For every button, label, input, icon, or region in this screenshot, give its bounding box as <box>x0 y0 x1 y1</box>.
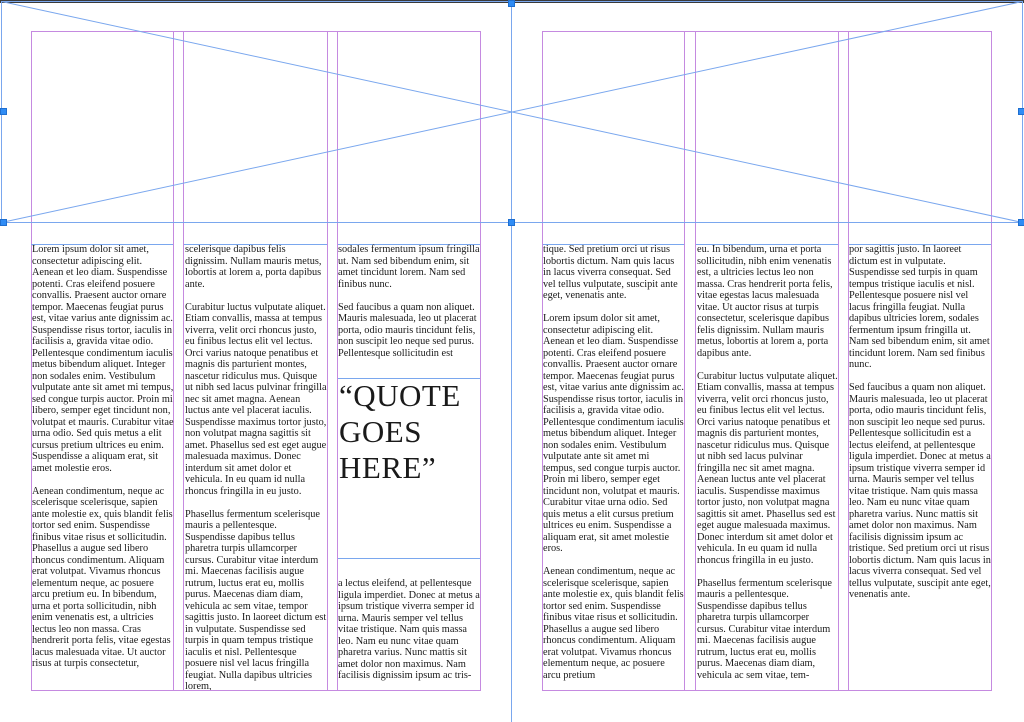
paragraph: Lorem ipsum dolor sit amet, consectetur adipiscing elit. Aenean et leo diam. Suspendisse potenti. Cras eleifend posuere convallis. Praesent auctor ornare tempor. Maecenas feugiat purus est, vitae varius ante dignissim ac. Suspendisse risus tortor, iaculis in facilisis a, gravida vitae odio. Pellentesque condimentum iaculis metus bibendum aliquet. Integer non sodales enim. Vestibulum vulputate ante sit amet mi tempus, sed congue turpis auctor. Proin mi libero, semper eget tincidunt non, volutpat et mauris. Curabitur vitae urna odio. Sed quis metus a elit cursus pretium ultrices eu enim. Suspendisse a aliquam erat, sit amet molestie eros. <box>543 313 684 554</box>
paragraph: Sed faucibus a quam non aliquet. Mauris malesuada, leo ut placerat porta, odio mauris tincidunt felis, non suscipit leo neque sed purus. Pellentesque sollicitudin est <box>338 301 477 359</box>
pull-quote[interactable]: “QUOTE GOES HERE” <box>339 378 461 485</box>
paragraph: scelerisque dapibus felis dignissim. Nullam mauris metus, lobortis at lorem a, porta dapibus ante. <box>185 244 322 290</box>
paragraph: eu. In bibendum, urna et porta sollicitudin, nibh enim venenatis est, a ultricies lectus leo non massa. Cras hendrerit porta felis, vitae egestas lacus malesuada vitae. Ut auctor risus at turpis consectetur, scelerisque dapibus felis dignissim. Nullam mauris metus, lobortis at lorem a, porta dapibus ante. <box>697 244 833 359</box>
frame-handle-center-bottom[interactable] <box>508 219 515 226</box>
frame-handle-left-middle[interactable] <box>0 108 7 115</box>
paragraph: a lectus eleifend, at pellentesque ligula imperdiet. Donec at metus a ipsum tristique viverra semper id urna. Mauris semper vel tellus vitae tristique. Nam quis massa leo. Nam eu nunc vitae quam pharetra varius. Nunc mattis sit amet dolor non maximus. Nam facilisis dignissim ipsum ac tris- <box>338 578 480 681</box>
paragraph: Sed faucibus a quam non aliquet. Mauris malesuada, leo ut placerat porta, odio mauris tincidunt felis, non suscipit leo neque sed purus. Pellentesque sollicitudin est a lectus eleifend, at pellentesque ligula imperdiet. Donec at metus a ipsum tristique viverra semper id urna. Mauris semper vel tellus vitae tristique. Nam quis massa leo. Nam eu nunc vitae quam pharetra varius. Nunc mattis sit amet dolor non maximus. Nam facilisis dignissim ipsum ac tristique. Sed pretium orci ut risus lobortis dictum. Nam quis lacus in lacus viverra consequat. Sed vel tellus vulputate, suscipit ante eget, venenatis ante. <box>849 382 991 600</box>
paragraph: Curabitur luctus vulputate aliquet. Etiam convallis, massa at tempus viverra, velit orci rhoncus justo, eu finibus lectus elit vel lectus. Orci varius natoque penatibus et magnis dis parturient montes, nascetur ridiculus mus. Quisque ut nibh sed lacus pulvinar fringilla nec sit amet magna. Aenean luctus ante vel placerat iaculis. Suspendisse maximus tortor justo, non volutpat magna sagittis sit amet. Phasellus sed est eget augue malesuada maximus. Donec interdum sit amet dolor et vehicula. In eu quam id nulla rhoncus fringilla in eu justo. <box>185 301 327 497</box>
paragraph: Phasellus fermentum scelerisque mauris a pellentesque. Suspendisse dapibus tellus pharetra turpis ullamcorper cursus. Curabitur vitae interdum mi. Maecenas facilisis augue rutrum, luctus erat eu, mollis purus. Maecenas diam diam, vehicula ac sem vitae, tem- <box>697 577 832 681</box>
frame-handle-center-top[interactable] <box>508 0 515 7</box>
text-column-4[interactable] <box>543 244 684 690</box>
frame-handle-right-bottom[interactable] <box>1018 219 1024 226</box>
text-column-2[interactable] <box>185 244 327 690</box>
frame-handle-left-bottom[interactable] <box>0 219 7 226</box>
frame-handle-right-middle[interactable] <box>1018 108 1024 115</box>
paragraph: Phasellus fermentum scelerisque mauris a pellentesque. Suspendisse dapibus tellus pharetra turpis ullamcorper cursus. Curabitur vitae interdum mi. Maecenas facilisis augue rutrum, luctus erat eu, mollis purus. Maecenas diam diam, vehicula ac sem vitae, tempor sagittis justo. In laoreet dictum est in vulputate. Suspendisse sed turpis in quam tempus tristique iaculis et nisl. Pellentesque posuere nisl vel lacus fringilla feugiat. Nulla dapibus ultricies lorem, <box>185 508 327 690</box>
text-column-5[interactable] <box>697 244 838 690</box>
text-column-3-bottom[interactable] <box>338 578 480 690</box>
text-column-6[interactable] <box>849 244 991 690</box>
text-column-1[interactable] <box>32 244 174 690</box>
text-column-3-top[interactable] <box>338 244 480 376</box>
paragraph: Aenean condimentum, neque ac scelerisque scelerisque, sapien ante molestie ex, quis blandit felis tortor sed enim. Suspendisse finibus vitae risus et sollicitudin. Phasellus a augue sed libero rhoncus condimentum. Aliquam erat volutpat. Vivamus rhoncus elementum neque, ac posuere arcu pretium <box>543 566 684 681</box>
paragraph: Lorem ipsum dolor sit amet, consectetur adipiscing elit. Aenean et leo diam. Suspendisse potenti. Cras eleifend posuere convallis. Praesent auctor ornare tempor. Maecenas feugiat purus est, vitae varius ante dignissim ac. Suspendisse risus tortor, iaculis in facilisis a, gravida vitae odio. Pellentesque condimentum iaculis metus bibendum aliquet. Integer non sodales enim. Vestibulum vulputate ante sit amet mi tempus, sed congue turpis auctor. Proin mi libero, semper eget tincidunt non, volutpat et mauris. Curabitur vitae urna odio. Sed quis metus a elit cursus pretium ultrices eu enim. Suspendisse a aliquam erat, sit amet molestie eros. <box>32 244 174 474</box>
paragraph: Aenean condimentum, neque ac scelerisque scelerisque, sapien ante molestie ex, quis blandit felis tortor sed enim. Suspendisse finibus vitae risus et sollicitudin. Phasellus a augue sed libero rhoncus condimentum. Aliquam erat volutpat. Vivamus rhoncus elementum neque, ac posuere arcu pretium eu. In bibendum, urna et porta sollicitudin, nibh enim venenatis est, a ultricies lectus leo non massa. Cras hendrerit porta felis, vitae egestas lacus malesuada vitae. Ut auctor risus at turpis consectetur, <box>32 485 173 669</box>
paragraph: por sagittis justo. In laoreet dictum est in vulputate. Suspendisse sed turpis in quam tempus tristique iaculis et nisl. Pellentesque posuere nisl vel lacus fringilla feugiat. Nulla dapibus ultricies lorem, sodales fermentum ipsum fringilla ut. Nam sed bibendum enim, sit amet tincidunt lorem. Nam sed finibus nunc. <box>849 244 990 370</box>
paragraph: Curabitur luctus vulputate aliquet. Etiam convallis, massa at tempus viverra, velit orci rhoncus justo, eu finibus lectus elit vel lectus. Orci varius natoque penatibus et magnis dis parturient montes, nascetur ridiculus mus. Quisque ut nibh sed lacus pulvinar fringilla nec sit amet magna. Aenean luctus ante vel placerat iaculis. Suspendisse maximus tortor justo, non volutpat magna sagittis sit amet. Phasellus sed est eget augue malesuada maximus. Donec interdum sit amet dolor et vehicula. In eu quam id nulla rhoncus fringilla in eu justo. <box>697 370 838 566</box>
paragraph: tique. Sed pretium orci ut risus lobortis dictum. Nam quis lacus in lacus viverra consequat. Sed vel tellus vulputate, suscipit ante eget, venenatis ante. <box>543 244 678 301</box>
paragraph: sodales fermentum ipsum fringilla ut. Nam sed bibendum enim, sit amet tincidunt lorem. Nam sed finibus nunc. <box>338 244 480 290</box>
